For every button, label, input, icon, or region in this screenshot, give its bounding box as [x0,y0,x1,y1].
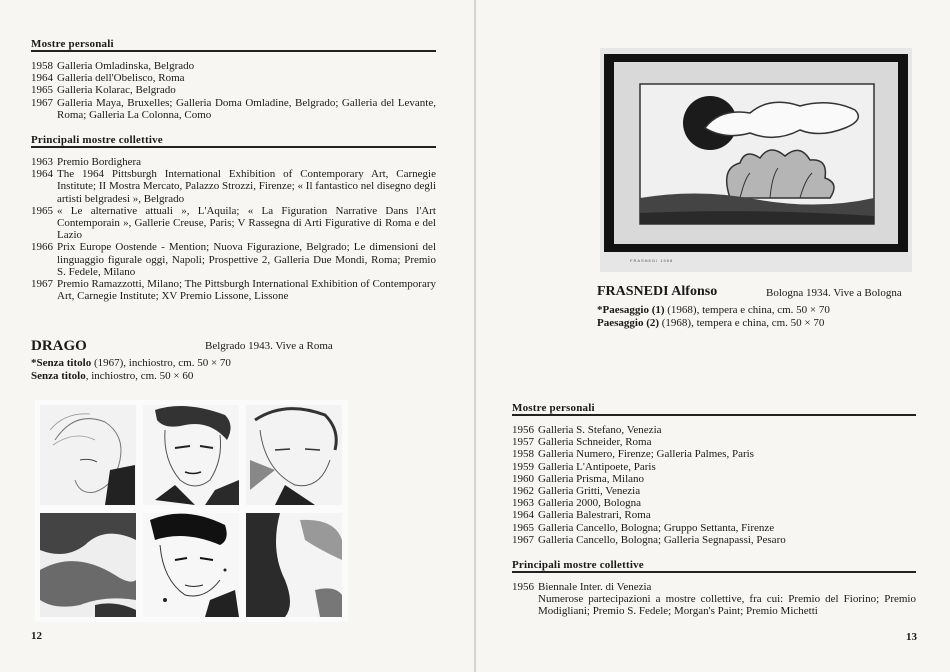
list-item [31,97,436,121]
list-item-year: 1965 [512,521,534,534]
list-item [512,473,916,485]
list-item [31,72,436,84]
list-item-text: Galleria Cancello, Bologna; Galleria Segnapassi, Pesaro [538,533,786,546]
panel-face-2 [143,405,239,505]
list-item [512,461,916,473]
list-item [512,593,916,617]
list-item-text: Biennale Inter. di Venezia [538,581,652,593]
list-item [31,168,436,205]
artist-bio: Belgrado 1943. Vive a Roma [205,340,333,352]
artwork-item [597,304,927,317]
list-item-year: 1956 [512,424,534,436]
list-item-year: 1967 [512,533,534,546]
list-item-text: Galleria Numero, Firenze; Galleria Palmes, Paris [538,448,754,461]
list-item [31,84,436,96]
list-item-text: Galleria Maya, Bruxelles; Galleria Doma Omladine, Belgrado; Galleria del Levante, Roma; Galleria La Colonna, Como [57,96,436,121]
list-item-text: Galleria Prisma, Milano [538,472,645,485]
list-item [512,581,916,593]
list-item-year: 1964 [512,509,534,522]
artwork-image-grid [35,400,348,622]
section-heading-personal: Mostre personali [31,38,114,50]
artworks-list [597,304,927,329]
artwork-detail: (1967), inchiostro, cm. 50 × 70 [91,357,231,369]
panel-abstract-4 [40,513,136,617]
personal-exhibitions-list [31,60,436,121]
list-item-year [512,593,538,617]
panel-abstract-6 [246,513,342,617]
artwork-title: Paesaggio (2) [597,316,660,329]
artist-name: FRASNEDI Alfonso [597,284,718,299]
list-item [512,509,916,521]
artwork-image [35,400,348,622]
list-item-text: Galleria dell'Obelisco, Roma [57,72,185,85]
list-item [512,497,916,509]
list-item-text: Galleria Balestrari, Roma [538,509,651,522]
list-item-text: Numerose partecipazioni a mostre collettive, fra cui: Premio del Fiorino; Premio Modigliani; Premio S. Fedele; Morgan's Paint; Premio Michetti [538,593,916,618]
panel-face-5 [143,513,239,617]
list-item-year: 1964 [31,72,53,85]
artwork-detail: (1968), tempera e china, cm. 50 × 70 [659,316,825,329]
panel-face-1 [40,405,136,505]
list-item [31,241,436,278]
list-item-year: 1963 [512,497,534,510]
artwork-item [31,370,431,383]
panel-face-3 [246,405,342,505]
list-item-year: 1965 [31,84,53,97]
list-item [512,448,916,460]
list-item-year: 1966 [31,241,53,254]
section-heading-collective: Principali mostre collettive [31,134,163,146]
list-item-text: Galleria S. Stefano, Venezia [538,424,662,436]
collective-exhibitions-list [31,156,436,302]
left-page [0,0,474,672]
list-item [512,424,916,436]
artwork-detail: (1968), tempera e china, cm. 50 × 70 [664,304,830,316]
artist-bio: Bologna 1934. Vive a Bologna [766,287,902,299]
personal-exhibitions-list [512,424,916,546]
artwork-title: *Paesaggio (1) [597,304,665,316]
artwork-title: *Senza titolo [31,357,92,369]
list-item [512,522,916,534]
painting-caption: FRASNEDI 1968 [630,258,674,263]
artwork-item [31,357,431,370]
collective-exhibitions-list [512,581,916,618]
list-item-year: 1967 [31,278,53,291]
list-item-year: 1957 [512,436,534,449]
list-item [512,485,916,497]
artwork-title: Senza titolo [31,369,86,382]
artwork-image [600,48,912,272]
list-item [31,60,436,72]
list-item-year: 1960 [512,472,534,485]
list-item [31,205,436,242]
divider [31,50,436,52]
divider [512,571,916,573]
list-item-text: Galleria Cancello, Bologna; Gruppo Settanta, Firenze [538,521,775,534]
list-item [31,278,436,302]
list-item [512,534,916,546]
divider [512,414,916,416]
page-number: 12 [31,630,42,642]
list-item-year: 1964 [31,168,53,181]
section-heading-personal: Mostre personali [512,402,595,414]
artwork-detail: , inchiostro, cm. 50 × 60 [85,369,194,382]
list-item-text: The 1964 Pittsburgh International Exhibition of Contemporary Art, Carnegie Institute; II Mostra Mercato, Palazzo Strozzi, Firenze; « Il fantastico nel disegno degli artisti belgradesi », Belgrado [57,168,436,205]
list-item-year: 1967 [31,96,53,109]
list-item-text: Galleria Gritti, Venezia [538,485,641,498]
list-item-year: 1956 [512,581,534,593]
list-item-text: Galleria Kolarac, Belgrado [57,84,176,97]
list-item-text: Galleria Schneider, Roma [538,436,652,449]
list-item-year: 1958 [31,60,53,72]
section-heading-collective: Principali mostre collettive [512,559,644,571]
list-item-year: 1962 [512,485,534,498]
list-item-text: Galleria 2000, Bologna [538,497,641,510]
list-item-text: Premio Bordighera [57,156,142,168]
list-item-year: 1965 [31,204,53,217]
list-item-text: « Le alternative attuali », L'Aquila; « La Figuration Narrative Dans l'Art Contemporain », Gallerie Creuse, Paris; V Rassegna di Arti Figurative di Roma e del Lazio [57,204,436,242]
list-item-text: Galleria Omladinska, Belgrado [57,60,195,72]
list-item-text: Premio Ramazzotti, Milano; The Pittsburgh International Exhibition of Contemporary Art, Carnegie Institute; XV Premio Lissone, Lissone [57,278,436,303]
artwork-item [597,317,927,330]
list-item-year: 1963 [31,156,53,168]
artworks-list [31,357,431,382]
page-number: 13 [906,631,917,643]
list-item-year: 1959 [512,460,534,473]
list-item-text: Prix Europe Oostende - Mention; Nuova Figurazione, Belgrado; Le dimensioni del linguaggio figurale oggi, Napoli; Prospettive 2, Galleria Due Mondi, Roma; Premio S. Fedele, Milano [57,241,436,278]
list-item [31,156,436,168]
list-item-text: Galleria L'Antipoete, Paris [538,460,656,473]
list-item-year: 1958 [512,448,534,461]
right-page [476,0,950,672]
divider [31,146,436,148]
list-item [512,436,916,448]
artist-name: DRAGO [31,338,87,354]
